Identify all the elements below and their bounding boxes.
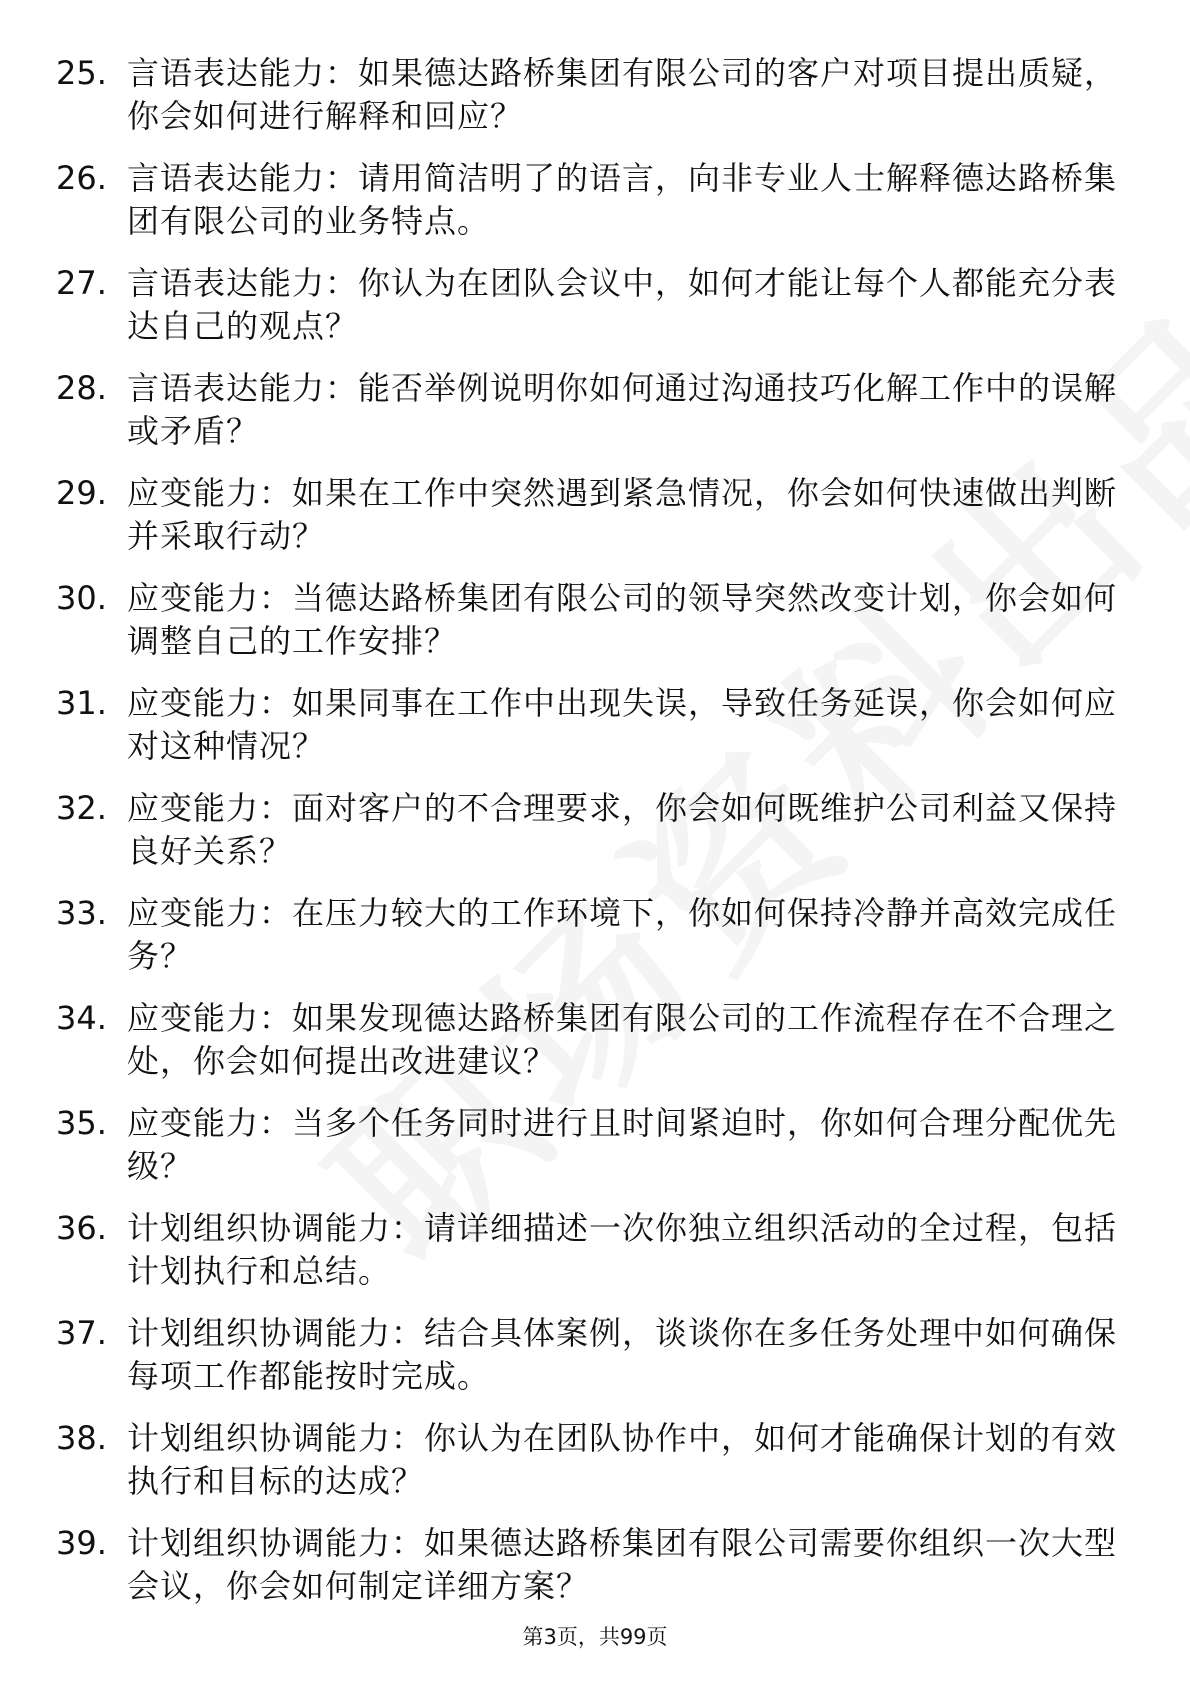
list-item [0, 1102, 1190, 1207]
question-text: 计划组织协调能力：请详细描述一次你独立组织活动的全过程，包括计划执行和总结。 [127, 1209, 1118, 1290]
question-number: 28. [56, 369, 107, 407]
question-number: 36. [56, 1209, 107, 1247]
list-item [0, 157, 1190, 262]
list-item [0, 472, 1190, 577]
list-item [0, 1207, 1190, 1312]
question-number: 39. [56, 1524, 107, 1562]
list-item [0, 997, 1190, 1102]
list-item [0, 577, 1190, 682]
question-number: 35. [56, 1104, 107, 1142]
question-number: 34. [56, 999, 107, 1037]
question-number: 38. [56, 1419, 107, 1457]
list-item [0, 1522, 1190, 1627]
list-item [0, 367, 1190, 472]
question-list [0, 52, 1190, 1627]
list-item [0, 682, 1190, 787]
question-number: 27. [56, 264, 107, 302]
list-item [0, 52, 1190, 157]
question-number: 32. [56, 789, 107, 827]
question-text: 应变能力：当德达路桥集团有限公司的领导突然改变计划，你会如何调整自己的工作安排？ [127, 579, 1118, 660]
question-text: 计划组织协调能力：如果德达路桥集团有限公司需要你组织一次大型会议，你会如何制定详细方案？ [127, 1524, 1118, 1605]
list-item [0, 892, 1190, 997]
question-text: 言语表达能力：如果德达路桥集团有限公司的客户对项目提出质疑，你会如何进行解释和回应？ [127, 54, 1118, 135]
question-text: 应变能力：面对客户的不合理要求，你会如何既维护公司利益又保持良好关系？ [127, 789, 1118, 870]
question-number: 33. [56, 894, 107, 932]
question-text: 应变能力：在压力较大的工作环境下，你如何保持冷静并高效完成任务？ [127, 894, 1118, 975]
question-text: 应变能力：如果同事在工作中出现失误，导致任务延误，你会如何应对这种情况？ [127, 684, 1118, 765]
list-item [0, 262, 1190, 367]
question-number: 26. [56, 159, 107, 197]
question-text: 言语表达能力：请用简洁明了的语言，向非专业人士解释德达路桥集团有限公司的业务特点。 [127, 159, 1118, 240]
question-text: 应变能力：当多个任务同时进行且时间紧迫时，你如何合理分配优先级？ [127, 1104, 1118, 1185]
question-number: 25. [56, 54, 107, 92]
question-number: 30. [56, 579, 107, 617]
list-item [0, 1312, 1190, 1417]
page-number-footer: 第3页，共99页 [522, 1625, 668, 1649]
question-number: 29. [56, 474, 107, 512]
question-text: 应变能力：如果在工作中突然遇到紧急情况，你会如何快速做出判断并采取行动？ [127, 474, 1118, 555]
list-item [0, 1417, 1190, 1522]
question-text: 计划组织协调能力：结合具体案例，谈谈你在多任务处理中如何确保每项工作都能按时完成。 [127, 1314, 1118, 1395]
list-item [0, 787, 1190, 892]
question-text: 言语表达能力：能否举例说明你如何通过沟通技巧化解工作中的误解或矛盾？ [127, 369, 1118, 450]
question-text: 言语表达能力：你认为在团队会议中，如何才能让每个人都能充分表达自己的观点？ [127, 264, 1118, 345]
question-text: 应变能力：如果发现德达路桥集团有限公司的工作流程存在不合理之处，你会如何提出改进建议？ [127, 999, 1118, 1080]
question-number: 31. [56, 684, 107, 722]
question-text: 计划组织协调能力：你认为在团队协作中，如何才能确保计划的有效执行和目标的达成？ [127, 1419, 1118, 1500]
question-number: 37. [56, 1314, 107, 1352]
